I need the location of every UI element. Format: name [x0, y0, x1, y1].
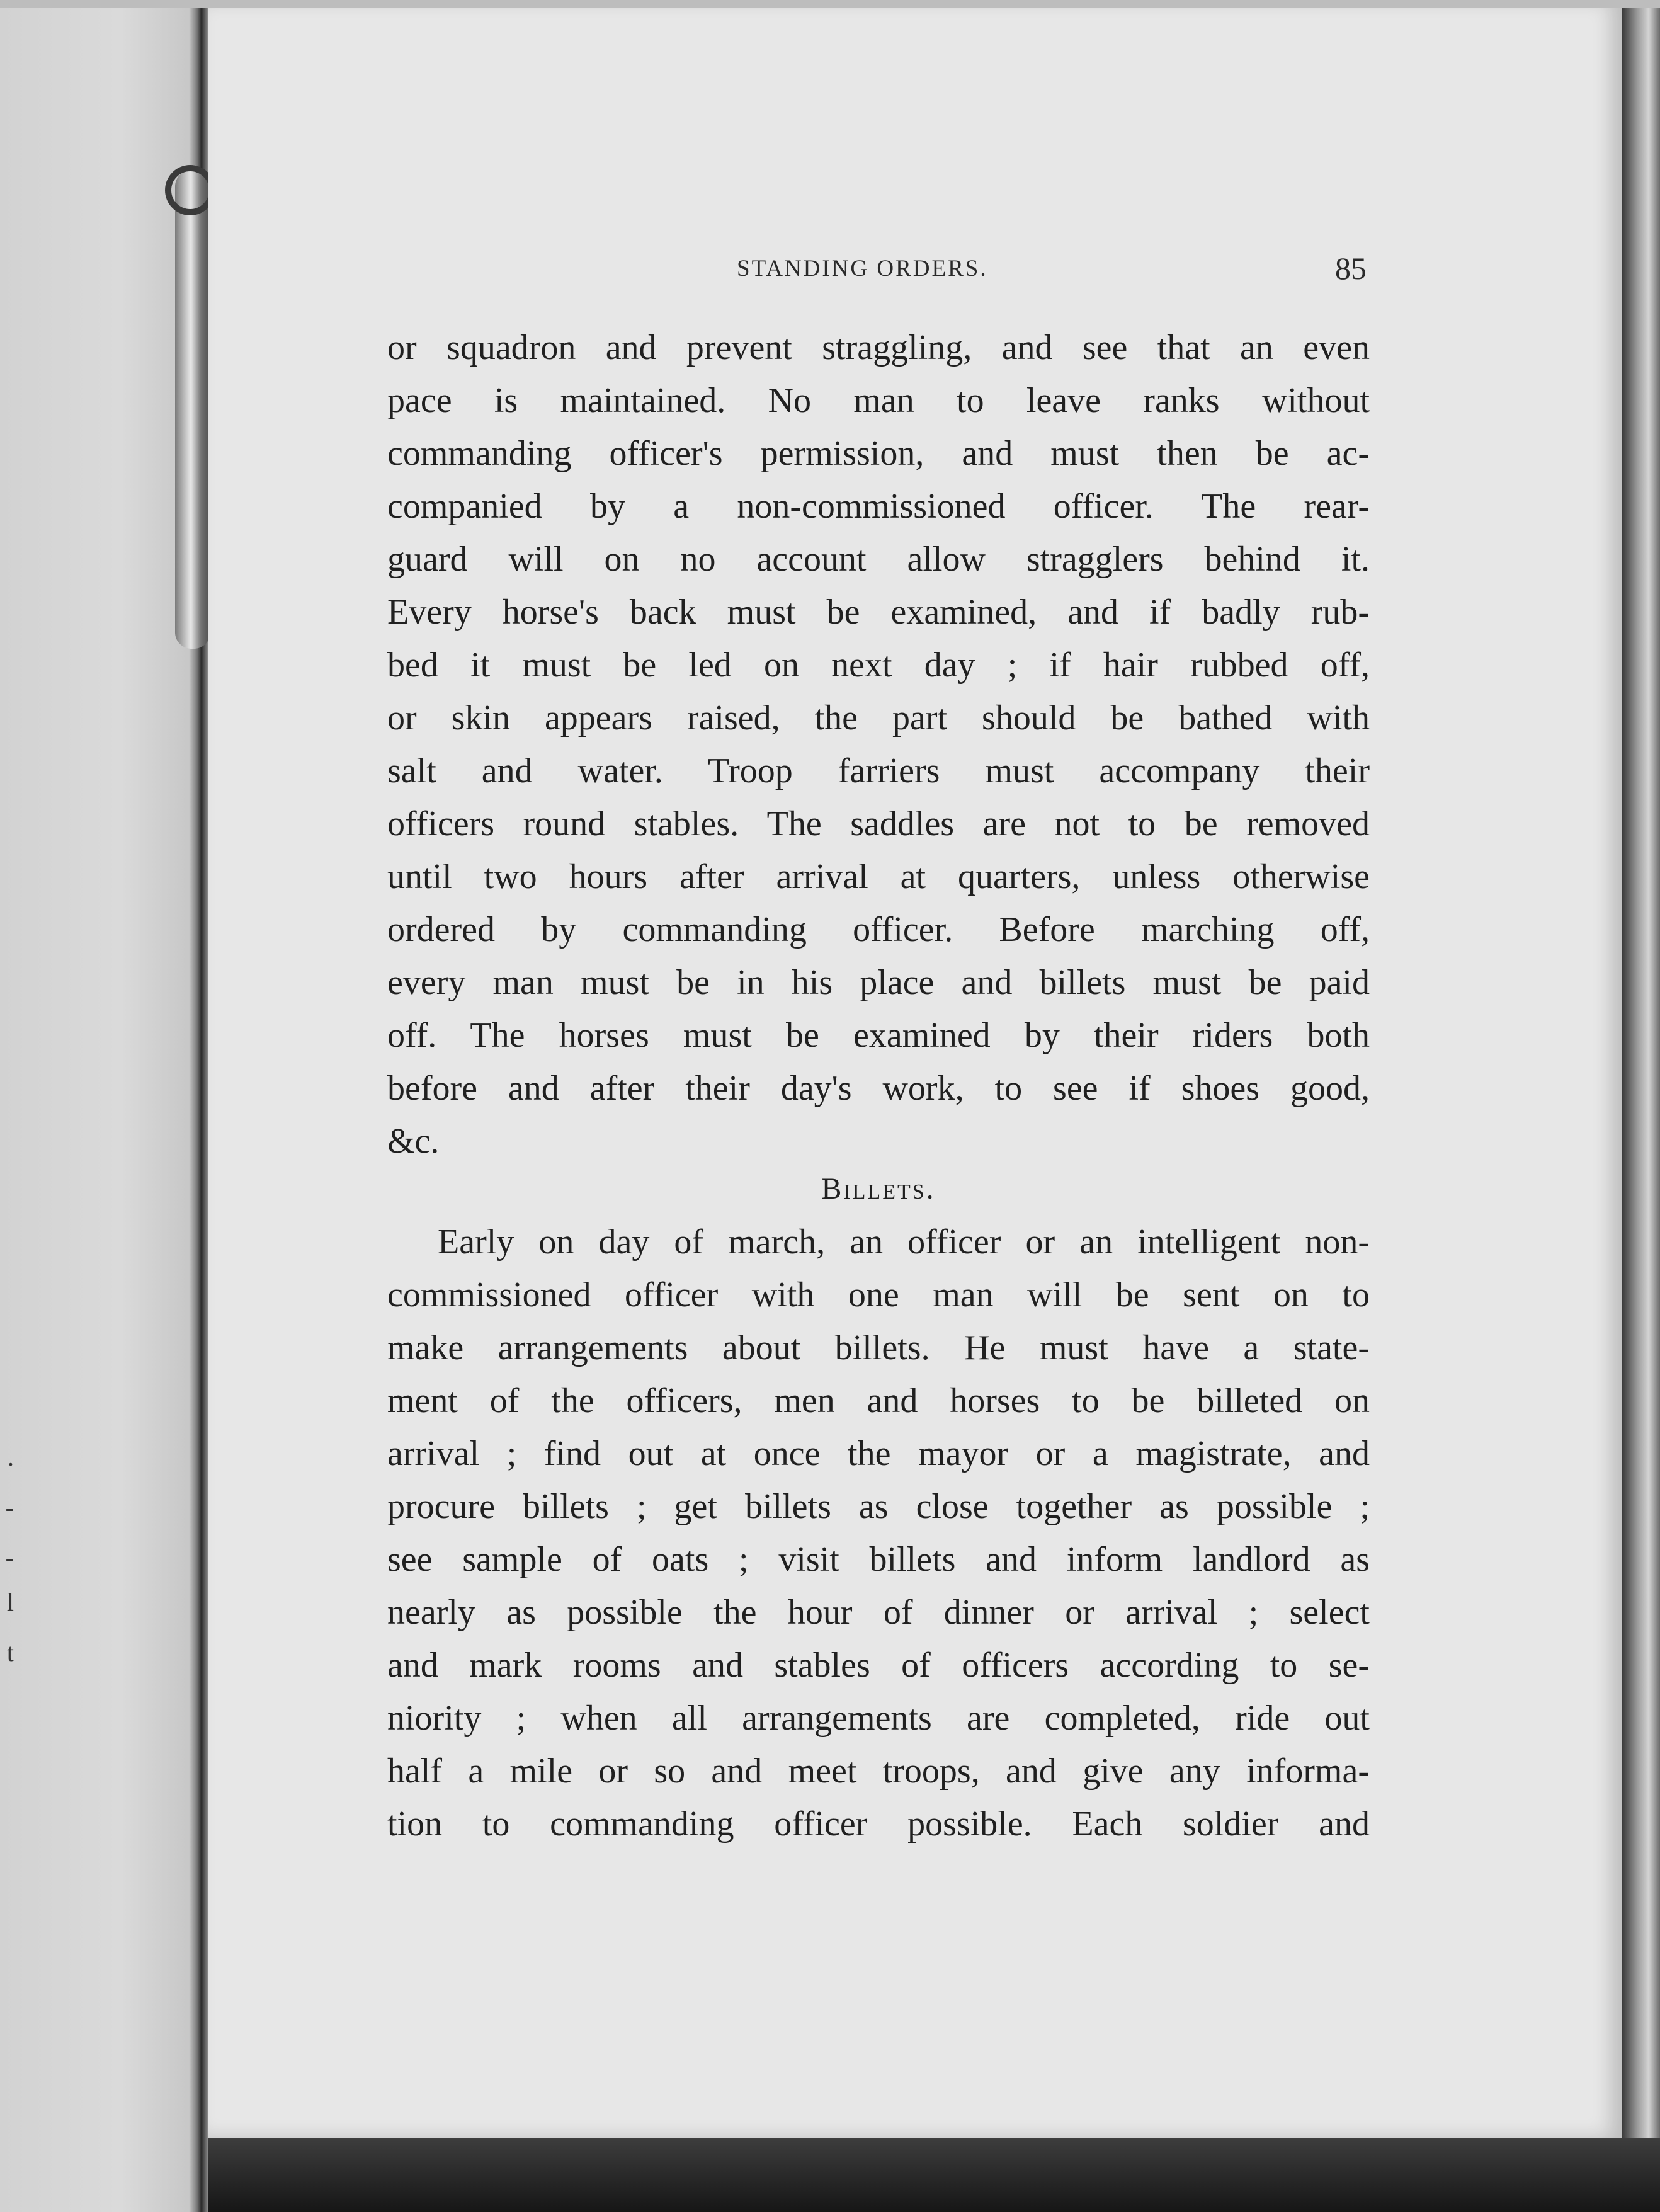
text-line: Every horse's back must be examined, and if badly rub-: [387, 593, 1370, 632]
text-line: Early on day of march, an officer or an intelligent non-: [438, 1223, 1370, 1262]
scan-top-border: [0, 0, 1660, 8]
page-number: 85: [1335, 251, 1367, 286]
text-line: commissioned officer with one man will be sent on to: [387, 1275, 1370, 1314]
text-line: until two hours after arrival at quarters, unless otherwise: [387, 857, 1370, 896]
text-line: guard will on no account allow stragglers behind it.: [387, 540, 1370, 579]
text-line: make arrangements about billets. He must have a state-: [387, 1328, 1370, 1367]
text-line: or squadron and prevent straggling, and see that an even: [387, 328, 1370, 367]
left-page-fragment: l: [6, 1588, 14, 1616]
left-page-fragment: .: [8, 1443, 14, 1471]
text-line: arrival ; find out at once the mayor or a magistrate, and: [387, 1434, 1370, 1473]
text-line: tion to commanding officer possible. Each soldier and: [387, 1804, 1370, 1844]
text-line: every man must be in his place and billets must be paid: [387, 963, 1370, 1002]
left-page-fragment: t: [6, 1638, 14, 1667]
left-page-fragment: -: [5, 1544, 14, 1572]
text-line: or skin appears raised, the part should be bathed with: [387, 698, 1370, 738]
text-line: and mark rooms and stables of officers according to se-: [387, 1646, 1370, 1685]
text-line: salt and water. Troop farriers must accompany their: [387, 751, 1370, 790]
binding-thread: [175, 170, 210, 649]
text-line: ment of the officers, men and horses to be billeted on: [387, 1381, 1370, 1420]
text-line: officers round stables. The saddles are not to be removed: [387, 804, 1370, 843]
text-line: niority ; when all arrangements are completed, ride out: [387, 1699, 1370, 1738]
page-header: [403, 251, 1367, 299]
left-page-fragment: -: [5, 1493, 14, 1522]
running-head: STANDING ORDERS.: [737, 256, 988, 282]
text-line: off. The horses must be examined by their riders both: [387, 1016, 1370, 1055]
text-line: half a mile or so and meet troops, and give any informa-: [387, 1752, 1370, 1791]
text-line: before and after their day's work, to see if shoes good,: [387, 1069, 1370, 1108]
scan-bottom-border: [208, 2138, 1660, 2212]
text-line: &c.: [387, 1122, 440, 1161]
text-line: commanding officer's permission, and must then be ac-: [387, 434, 1370, 473]
text-line: ordered by commanding officer. Before marching off,: [387, 910, 1370, 949]
text-line: see sample of oats ; visit billets and inform landlord as: [387, 1540, 1370, 1579]
text-line: procure billets ; get billets as close together as possible ;: [387, 1487, 1370, 1526]
text-line: nearly as possible the hour of dinner or arrival ; select: [387, 1593, 1370, 1632]
right-page-edge: [1622, 0, 1660, 2160]
left-page-edge: [0, 0, 202, 2212]
section-heading: Billets.: [821, 1172, 936, 1206]
text-line: companied by a non-commissioned officer. The rear-: [387, 487, 1370, 526]
text-line: bed it must be led on next day ; if hair rubbed off,: [387, 646, 1370, 685]
text-line: pace is maintained. No man to leave ranks without: [387, 381, 1370, 420]
